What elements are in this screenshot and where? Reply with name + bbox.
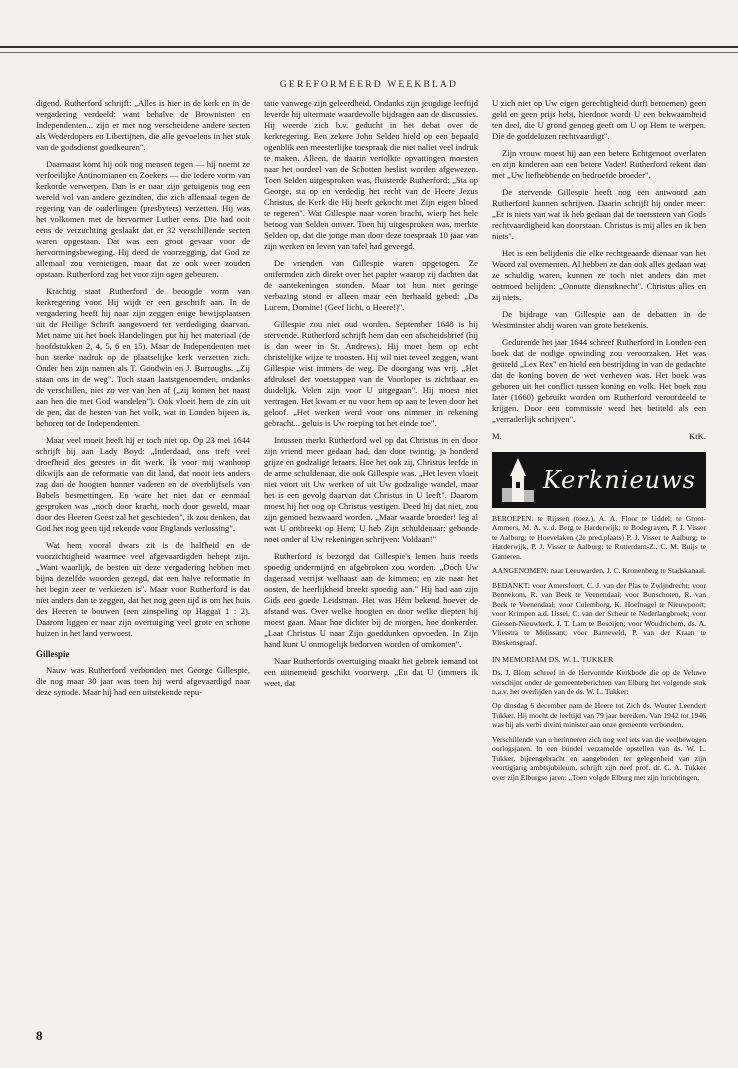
page-number: 8	[36, 1028, 43, 1043]
column-1	[36, 98, 250, 787]
masthead: GEREFORMEERD WEEKBLAD	[279, 80, 459, 90]
news-item: Op dinsdag 6 december nam de Heere tot Zich ds. Wouter Leendert Tukker. Hij mocht de leeftijd van 79 jaar bereiken. Van 1942 tot 1946 was hij als verbi divini minister aan onze gemeente verbonden.	[492, 701, 706, 730]
paragraph: Gedurende het jaar 1644 schreef Rutherford in Londen een boek dat de nodige opwinding zou veroorzaken. Het was getiteld „Lex Rex" en hield een bestrijding in van de gedachte dat de koning boven de wet verheven was. Het boek was geboren uit het conflict tussen koning en volk. Het boek zou later (1660) gebruikt worden om Rutherford veroordeeld te krijgen. Door een commissie werd het betiteld als een „verraderlijk schrijven".	[492, 337, 706, 424]
paragraph: Krachtig staat Rutherford de beoogde vorm van kerkregering voor. Hij wijdt er een geschrift aan. In de vergadering heeft hij naar zijn zeggen enige bewijsplaatsen uit de Heilige Schrift aangevoerd ter verdediging daarvan. Met name uit het boek Handelingen put hij het materiaal (de hoofdstukken 2, 4, 5, 6 en 15). Maar de Independenten met hun sterke nadruk op de plaatselijke kerk verzetten zich. Onder hen zijn namen als T. Goodwin en J. Burroughs. „Zij staan ons in de weg". Toch staan laatstgenoemden, ondanks de verschillen, niet zo ver van hen af („zij komen het naast aan hen die met God wandelen"). Ook vloeit hem de zin uit de pen, dat de besten van het volk, wat in Londen bijeen is, behoren tot de Independenten.	[36, 286, 250, 428]
news-item: Ds. J. Blom schreef in de Hervormde Kerkbode die op de Veluwe verschijnt onder de gemeenteberichten van Elburg het volgende stuk n.a.v. het overlijden van de ds. W. L. Tukker:	[492, 668, 706, 696]
news-item: Verschillende van u herinneren zich nog wel iets van die veelbewogen oorlogsjaren. In een bundel verzamelde opstellen van ds. W. L. Tukker, bijeengebracht en aangeboden ter gelegenheid van zijn veertigjarig ambtsjubileum, schrijft zijn neef prof. dr. C. A. Tukker over zijn Elburgse jaren: „Toen volgde Elburg met zijn inrichtingen,	[492, 734, 706, 782]
paragraph: Rutherford is bezorgd dat Gillespie's lemen huis reeds spoedig ondermijnd en afgebroken zou worden. „Doch Uw dageraad verrijst welhaast aan de kimmen; en zie naar het oosten, de heerlijkheid breekt spoedig aan." Hij had aan zijn Gids een goede Leidsman. Het was Hém bekend hoever de afstand was. Over welke hoogten en door welke diepten hij moest gaan. Maar hoe dichter bij de morgen, hoe donkerder. „Laat Christus U naar Zijn goeddunken opvoeden. In Zijn hand kunt U onmogelijk bedorven worden of omkomen".	[264, 551, 478, 649]
paragraph: U zich niet op Uw eigen gerechtigheid durft beroemen) geen geld en geen prijs hebt, hierdoor wordt U een bekwaamheid ten deel, die U grond genoeg geeft om U op Hem te werpen. Die de goddelozen rechtvaardigt".	[492, 98, 706, 141]
paragraph: Zijn vrouw moest hij aan een betere Echtgenoot overlaten en zijn kinderen aan een betere Vader! Rutherford tekent dan met „Uw liefhebbende en bedroefde broeder".	[492, 148, 706, 180]
paragraph: Wat hem vooral dwars zit is de halfheid en de voorzichtigheid waarmee veel afgevaardigden behept zijn. „Want waarlijk, de besten uit deze vergadering hebben met bijna dezelfde woorden gezegd, dat een halve reformatie in het begin zeer te verkiezen is". Maar voor Rutherford is dat niet anders dan te zeggen, dat het nog geen tijd is om het huis des Heeren te bouwen (een zinspeling op Haggaï 1 : 2). Daarom liggen er naar zijn overtuiging veel grote en schone huizen in het land verwoest.	[36, 540, 250, 638]
paragraph: De stervende Gillespie heeft nog een antwoord aan Rutherford kunnen schrijven. Daarin schrijft hij onder meer: „Er is niets van wat ik heb gedaan dat de toetssteen van Gods rechtvaardigheid kan doorstaan. Christus is mij alles en ik ben niets".	[492, 187, 706, 241]
church-tower-icon	[498, 456, 538, 504]
column-3	[492, 98, 706, 787]
paragraph: digend. Rutherford schrijft: „Alles is hier in de kerk en in de vergadering verdeeld: want behalve de Brownisten en Independenten... zijn er met nog verscheidene andere secten als Wederdopers en Libertijnen, die alle gevoelens in het stuk van de godsdienst goedkeuren".	[36, 98, 250, 152]
top-rule	[0, 46, 738, 48]
paragraph: tatie vanwege zijn geleerdheid. Ondanks zijn jeugdige leeftijd leverde hij uitermate waardevolle bijdragen aan de discussies. Hij weerde zich b.v. geducht in het debat over de kerkregering. Een zekere John Selden hield op een bepaald ogenblik een meesterlijke toespraak die niet naliet veel indruk te maken. Alleen, de daarin vertolkte opvattingen moesten naar het oordeel van de Schotten beslist worden afgewezen. Toen Selden uitgesproken was, fluisterde Rutherford: „Sta op George, sta op en verdedig het recht van de Heere Jezus Christus, de Kerk die Hij heeft gekocht met Zijn eigen bloed te regeren". Wat Gillespie naar voren bracht, wierp het hele betoog van Selden omver. Toen hij uitgesproken was, merkte Selden op, dat die jonge man door deze toespraak 10 jaar van zijn werken en leven van tafel had geveegd.	[264, 98, 478, 251]
paragraph: Naar Rutherfords overtuiging maakt het gebrek iemand tot een uitnemend geschikt voorwerp. „En dat U (immers ik weet, dat	[264, 656, 478, 688]
news-item: BEROEPEN: te Rijssen (toez.), A. A. Floor te Uddel; te Groot-Ammers, M. A. v. d. Berg te Harderwijk; te Bodegraven, P. J. Visser te Aalburg; te Hoevelaken (2e pred.plaats) P. J. Visser te Aalburg; te Harderwijk, P. J. Visser te Aalburg; te Rotterdam-Z., C. M. Buijs te Gameren.	[492, 514, 706, 561]
news-item: AANGENOMEN: naar Leeuwarden, J. C. Kronenberg te Stadskanaal.	[492, 566, 706, 576]
memoriam-heading: IN MEMORIAM DS. W. L. TUKKER	[492, 655, 614, 665]
top-rule-thin	[0, 52, 738, 53]
signature-line	[492, 431, 706, 442]
signature-left: M.	[492, 431, 502, 441]
article-columns	[36, 98, 708, 787]
church-news	[492, 514, 706, 782]
paragraph: Het is een belijdenis die elke rechtgeaarde dienaar van het Woord zal overnemen. Al hebben ze dan ook alles gedaan wat ze schuldig waren, kunnen ze toch niet anders dan met ootmoed belijden: „Onnutte dienstknecht". Christus alles en zij niets.	[492, 248, 706, 302]
section-heading: Gillespie	[36, 649, 70, 659]
paragraph: Intussen merkt Rutherford wel op dat Christus in en door zijn vriend meer gedaan had, dan door twintig, ja honderd grijze en godzalige leraars. Hoe het ook zij, Christus leefde in de arme schuldenaar, die ook Gillespie was. „Het leven vloeit niet voort uit Uw werken of uit Uw godzalige wandel, maar het is een gevolg daarvan dat Christus in U leeft". Daarom moest hij het oog op Christus vestigen. Deed hij dat niet, zou zijn gemoed bezwaard worden. „Maar waarde broeder! leg al wat U ontbreekt op Hem; U heb Zijn schuldenaar; gebonde noet onder al Uw rekeningen schrijven: Voldaan!"	[264, 435, 478, 544]
paragraph: De vrienden van Gillespie waren opgetogen. Ze ontfermden zich direkt over het papier waarop zij dachten dat de aantekeningen stonden. Maar tot hun niet geringe verbazing stond er alleen maar een herhaald gebed: „Da Lucem, Domine! (Geef licht, o Heere!)".	[264, 258, 478, 312]
paragraph: Maar veel moeit heeft hij er toch niet op. Op 23 mei 1644 schrijft hij aan Lady Boyd: „Inderdaad, ons treft veel droefheid des geestes in dit werk. Ik voor mij wanhoop dikwijls aan de reformatie van dit land, dat nooit iets anders zag dan de hoogten hunner vaderen en de overblijfsels van Babels besmettingen. En ware het niet dat er eenmaal gesproken was „noch door kracht, noch door geweld, maar door des Heeren Geest zal het geschieden", ik zou denken, dat God het nog geen tijd rekende voor Englands verlossing".	[36, 435, 250, 533]
paragraph: Nauw was Rutherford verbonden met George Gillespie, die nog maar 30 jaar was toen hij werd afgevaardigd naar deze synode. Maar hij had een uitstekende repu-	[36, 664, 250, 697]
banner-title: Kerknieuws	[542, 465, 696, 494]
column-2	[264, 98, 478, 787]
signature-right: KtK.	[689, 431, 706, 441]
paragraph: Gillespie zou niet oud worden. September 1648 is hij stervende. Rutherford schrijft hem dan een afscheidsbrief (hij is dan weer in St. Andrews). Hij moet hem op echt christelijke wijze te troosten. Hij wil niet teveel zeggen, want Gillespie wist immers de weg. De doorgang was vrij. „Het afdruksel der voetstappen van de Voorloper is zichtbaar en duidelijk. Velen zijn voor U uitgegaan". Hij moest niet vertragen. Het kwam er nu voor hem op aan te leven door het geloof. „Het werken werd voor ons nimmer in rekening gebracht... geluis is Uw roeping tot het einde toe".	[264, 319, 478, 428]
paragraph: Daarnaast komt hij ook nog mensen tegen — hij noemt ze verfoeilijke Antinomianen en Zoekers — die iedere vorm van kerkorde verwerpen. Dan is er naar zijn getuigenis nog een wereld vol van andere gezindten, die zich allemaal tegen de regering van de ouderlingen (presbyters) verzetten. Hij was het volkomen met de hervormer Luther eens. Die had ooit eens de verzuchting geslaakt dat er 32 verschillende secten waren opgestaan. Dat was een groot gevaar voor de hervormingsbeweging. Hij deed de voorzegging, dat God ze allemaal zou vernietigen, maar dat ze ook weer zouden opstaan. Rutherford zag het voor zijn ogen gebeuren.	[36, 159, 250, 279]
kerknieuws-banner	[492, 452, 706, 508]
news-item: BEDANKT: voor Amersfoort, C. J. van der Plas te Zwijndrecht; voor Bennekom, R. van Beek te Veenendaal; voor Bunschoten, R. van Beek te Veenendaal; voor Culemborg, K. Hoefnagel te Nieuwpoort; voor Krimpen a.d. IJssel, C. van der Scheur te Nederlangbroek; voor Giessen-Nieuwkerk, J. T. Lam te Besoijen; voor Woudrichem, ds. A. Vlietstra te Melissant; voor Barneveld, P. van der Kraan te Bleskensgraaf.	[492, 580, 706, 647]
paragraph: De bijdrage van Gillespie aan de debatten in de Westminster abdij waren van grote betekenis.	[492, 309, 706, 330]
